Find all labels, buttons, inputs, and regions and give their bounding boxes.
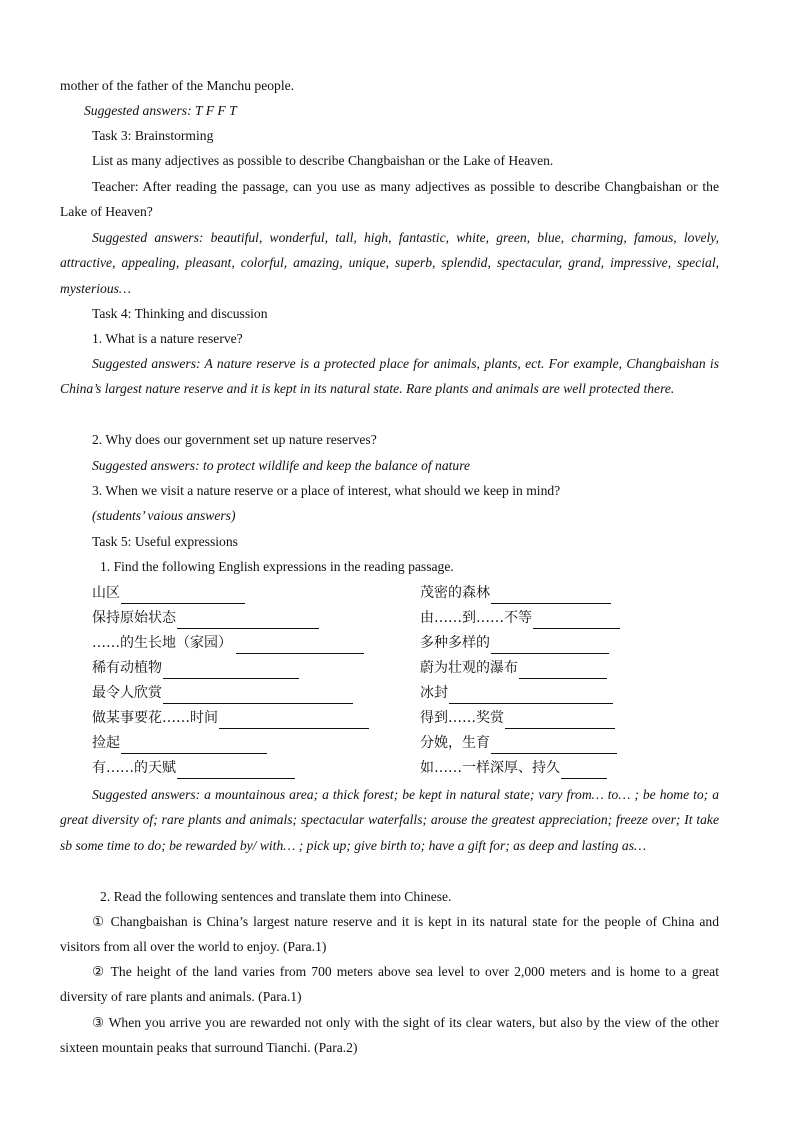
expression-item: [420, 682, 613, 704]
expression-label: 由……到……不等: [420, 610, 532, 626]
expression-label: 最令人欣赏: [92, 685, 162, 701]
question-2-answer: Suggested answers: to protect wildlife and keep the balance of nature: [92, 458, 471, 473]
translate-instruction: 2. Read the following sentences and translate them into Chinese.: [100, 889, 452, 904]
task3-suggested-answers: Suggested answers: beautiful, wonderful, tall, high, fantastic, white, green, blue, charming, famous, lovely, attractive, appealing, pleasant, colorful, amazing, unique, superb, splendid, spectacular, grand, impressive, special, mysterious…: [60, 230, 719, 296]
expression-label: 山区: [92, 585, 120, 601]
question-1: 1. What is a nature reserve?: [92, 331, 243, 346]
expression-label: 有……的天赋: [92, 760, 176, 776]
sentence-1: ① Changbaishan is China’s largest nature reserve and it is kept in its natural state for the people of China and visitors from all over the world to enjoy. (Para.1): [60, 914, 719, 955]
expression-item: [92, 582, 245, 604]
expression-item: [92, 757, 295, 779]
question-3-answer: (students’ vaious answers): [92, 508, 236, 523]
expression-label: 如……一样深厚、持久: [420, 760, 560, 776]
teacher-question: Teacher: After reading the passage, can you use as many adjectives as possible to describe Changbaishan or the Lake of Heaven?: [60, 179, 719, 220]
expression-item: [420, 707, 615, 729]
expression-item: [420, 732, 617, 754]
expression-label: 茂密的森林: [420, 585, 490, 601]
expression-label: 做某事要花……时间: [92, 710, 218, 726]
fill-blank[interactable]: [177, 762, 295, 779]
fill-blank[interactable]: [163, 662, 299, 679]
text-line-manchu: mother of the father of the Manchu people.: [60, 78, 295, 93]
expression-item: [92, 682, 353, 704]
fill-blank[interactable]: [533, 612, 620, 629]
expression-item: [92, 607, 319, 629]
fill-blank[interactable]: [561, 762, 607, 779]
task4-heading: Task 4: Thinking and discussion: [92, 306, 268, 321]
expression-label: 分娩，生育: [420, 735, 490, 751]
expression-item: [92, 657, 299, 679]
expressions-suggested-answers: Suggested answers: a mountainous area; a thick forest; be kept in natural state; vary from… to… ; be home to; a great diversity of; rare plants and animals; spectacular waterfalls; arouse the greatest appreciation; freeze over; It take sb some time to do; be rewarded by/ with… ; pick up; give birth to; have a gift for; as deep and lasting as…: [60, 787, 719, 853]
expression-item: [92, 707, 369, 729]
fill-blank[interactable]: [519, 662, 607, 679]
task3-instruction: List as many adjectives as possible to describe Changbaishan or the Lake of Heaven.: [92, 153, 554, 168]
expression-label: 保持原始状态: [92, 610, 176, 626]
expression-label: 多种多样的: [420, 635, 490, 651]
fill-blank[interactable]: [491, 737, 617, 754]
expression-item: [420, 607, 620, 629]
fill-blank[interactable]: [449, 687, 613, 704]
fill-blank[interactable]: [163, 687, 353, 704]
question-3: 3. When we visit a nature reserve or a place of interest, what should we keep in mind?: [92, 483, 561, 498]
expression-item: [420, 632, 609, 654]
task2-suggested-answers: Suggested answers: T F F T: [84, 103, 237, 118]
fill-blank[interactable]: [121, 587, 245, 604]
find-expressions-instruction: 1. Find the following English expressions in the reading passage.: [100, 559, 454, 574]
expression-item: [92, 732, 267, 754]
fill-blank[interactable]: [121, 737, 267, 754]
question-1-answer: Suggested answers: A nature reserve is a protected place for animals, plants, ect. For example, Changbaishan is China’s largest nature reserve and it is kept in its natural state. Rare plants and animals are well protected there.: [60, 356, 719, 397]
expression-item: [420, 757, 607, 779]
expression-item: [420, 582, 611, 604]
expression-label: ……的生长地（家园）: [92, 635, 232, 651]
expression-label: 稀有动植物: [92, 660, 162, 676]
fill-blank[interactable]: [177, 612, 319, 629]
fill-blank[interactable]: [491, 637, 609, 654]
expression-label: 蔚为壮观的瀑布: [420, 660, 518, 676]
fill-blank[interactable]: [505, 712, 615, 729]
expression-label: 捡起: [92, 735, 120, 751]
task5-heading: Task 5: Useful expressions: [92, 534, 238, 549]
fill-blank[interactable]: [219, 712, 369, 729]
expression-label: 冰封: [420, 685, 448, 701]
sentence-3: ③ When you arrive you are rewarded not only with the sight of its clear waters, but also by the view of the other sixteen mountain peaks that surround Tianchi. (Para.2): [60, 1015, 719, 1056]
expression-item: [92, 632, 364, 654]
fill-blank[interactable]: [236, 637, 364, 654]
sentence-2: ② The height of the land varies from 700 meters above sea level to over 2,000 meters and is home to a great diversity of rare plants and animals. (Para.1): [60, 964, 719, 1005]
fill-blank[interactable]: [491, 587, 611, 604]
question-2: 2. Why does our government set up nature reserves?: [92, 432, 377, 447]
task3-heading: Task 3: Brainstorming: [92, 128, 214, 143]
expression-label: 得到……奖赏: [420, 710, 504, 726]
expression-item: [420, 657, 607, 679]
